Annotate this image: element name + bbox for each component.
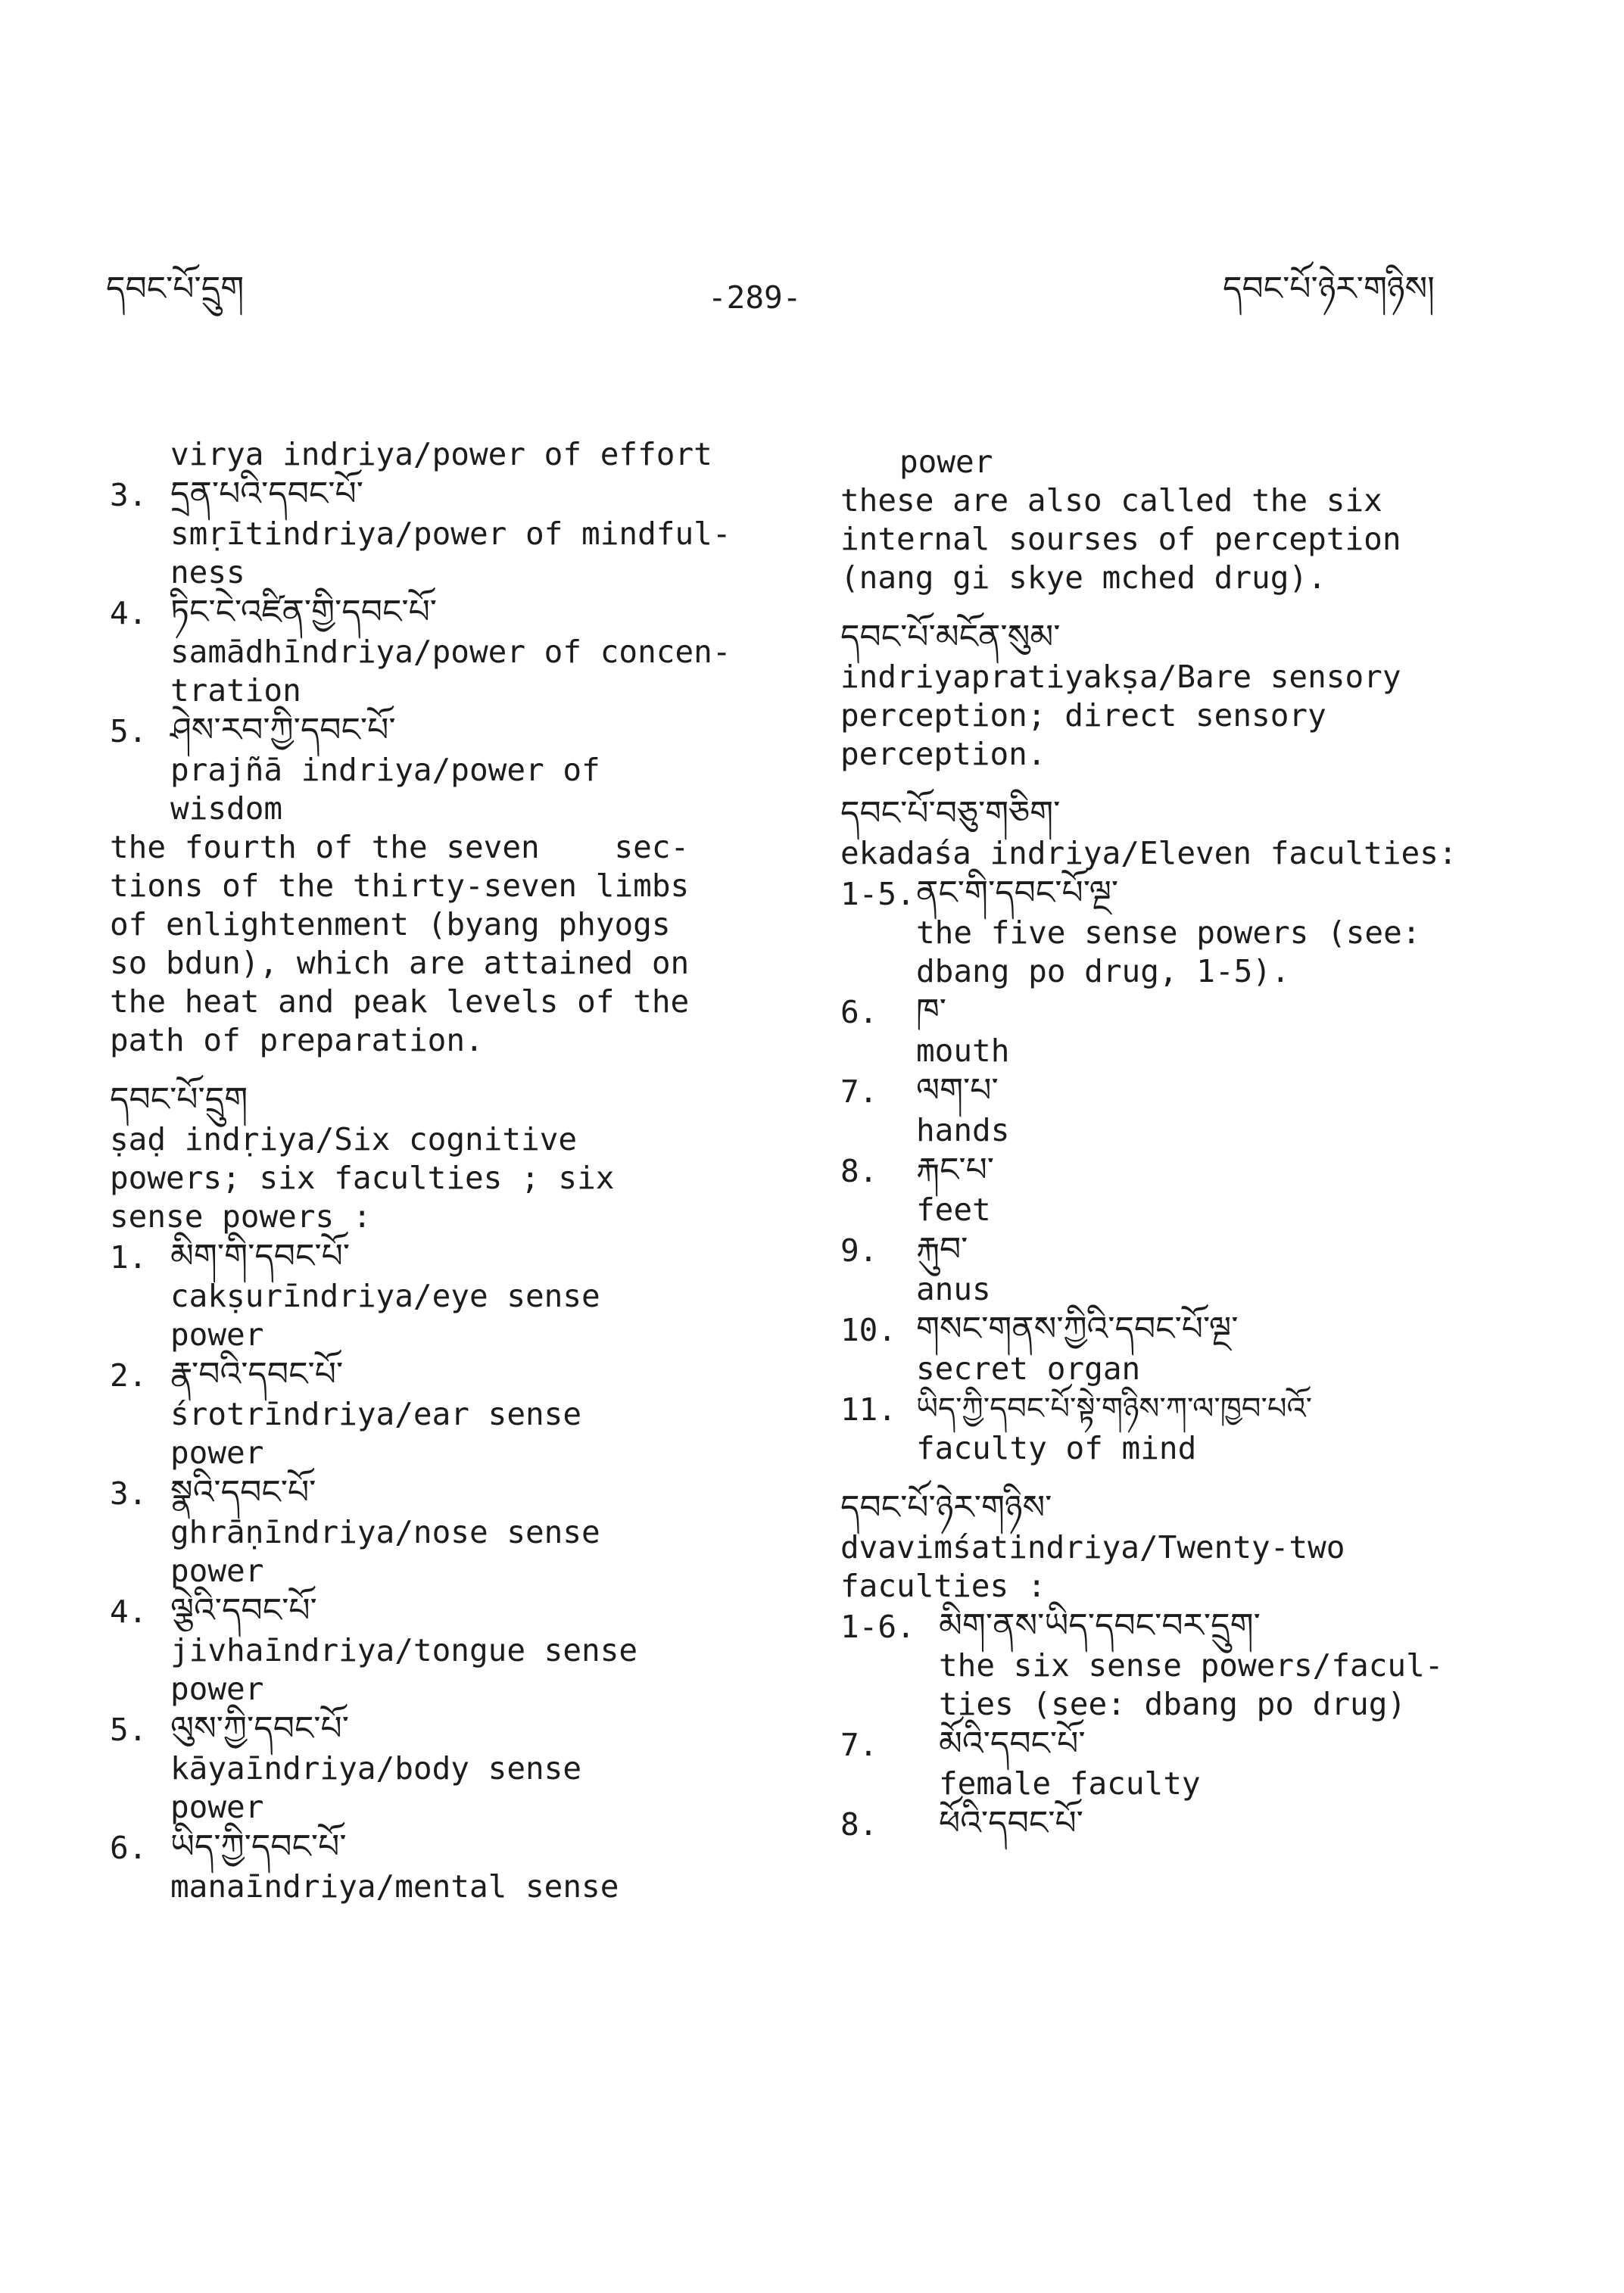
paragraph-line: the heat and peak levels of the (110, 983, 690, 1020)
list-item-heading (110, 1236, 776, 1277)
page-number: -289- (708, 279, 802, 316)
tibetan-term: རྣ་བའི་དབང་པོ་ (170, 1355, 344, 1394)
item-line: ghrāṇīndriya/nose sense (170, 1514, 600, 1550)
item-line: ties (see: dbang po drug) (939, 1686, 1407, 1722)
tibetan-term: རྐང་པ་ (916, 1151, 995, 1189)
entry-number: 3. (110, 477, 148, 513)
item-number: 4. (110, 1594, 148, 1630)
item-line: hands (916, 1112, 1010, 1148)
tibetan-term: རྐུབ་ (916, 1230, 968, 1269)
headword-tibetan: དབང་པོ་ཉེར་གཉིས་ (840, 1488, 1052, 1527)
item-line: anus (916, 1271, 991, 1307)
entry-line: smṛītindriya/power of mindful- (170, 516, 731, 552)
item-number: 8. (840, 1153, 878, 1189)
item-number: 6. (110, 1830, 148, 1866)
item-line: female faculty (939, 1765, 1201, 1802)
item-number: 6. (840, 994, 878, 1030)
list-item-heading (840, 1150, 1567, 1191)
tibetan-term: ཡིད་ཀྱི་དབང་པོ་ (170, 1827, 347, 1866)
definition-line: dvavimśatindriya/Twenty-two (840, 1529, 1345, 1566)
tibetan-term: ལྕེའི་དབང་པོ་ (170, 1591, 317, 1630)
item-number: 1-5. (840, 876, 915, 912)
item-number: 8. (840, 1806, 878, 1843)
item-line: śrotrīndriya/ear sense (170, 1396, 582, 1432)
list-item-heading (110, 1590, 776, 1631)
list-item-heading (110, 1827, 776, 1868)
tibetan-term: ཡིད་ཀྱི་དབང་པོ་སྟེ་གཉིས་ཀ་ལ་ཁྱབ་པའོ་ (916, 1391, 1313, 1426)
list-item-heading (840, 1309, 1567, 1350)
item-line: secret organ (916, 1351, 1141, 1387)
list-item-heading (840, 1229, 1567, 1270)
entry-number: 5. (110, 713, 148, 749)
item-number: 1. (110, 1239, 148, 1276)
tibetan-term: ཁ་ (916, 992, 947, 1030)
entry-heading (110, 710, 776, 751)
item-line: mouth (916, 1033, 1010, 1069)
list-item-heading (110, 1472, 776, 1513)
tibetan-term: ནང་གི་དབང་པོ་ལྔ་ (916, 874, 1119, 912)
item-line: cakṣurīndriya/eye sense (170, 1278, 600, 1314)
definition-line: indriyapratiyakṣa/Bare sensory (840, 659, 1401, 695)
tibetan-term: མིག་ནས་ཡིད་དབང་བར་དྲུག་ (939, 1606, 1261, 1645)
entry-line: virya indriya/power of effort (170, 436, 712, 472)
definition-line: ekadaśa indriya/Eleven faculties: (840, 835, 1457, 871)
item-line: power (170, 1316, 264, 1353)
item-number: 9. (840, 1232, 878, 1269)
item-line: faculty of mind (916, 1430, 1197, 1466)
definition-line: sense powers : (110, 1198, 372, 1235)
list-item-heading (840, 1606, 1567, 1647)
item-number: 3. (110, 1475, 148, 1512)
item-line: power (170, 1789, 264, 1825)
item-number: 5. (110, 1712, 148, 1748)
list-item-heading (110, 1709, 776, 1749)
paragraph-line: of enlightenment (byang phyogs (110, 906, 671, 942)
item-number: 1-6. (840, 1609, 915, 1645)
paragraph-line: tions of the thirty-seven limbs (110, 868, 690, 904)
tibetan-term: གསང་གནས་ཀྱིའི་དབང་པོ་ལྔ་ (916, 1310, 1239, 1348)
item-line: power (170, 1553, 264, 1589)
item-line: feet (916, 1192, 991, 1228)
item-line: power (170, 1671, 264, 1707)
item-number: 7. (840, 1073, 878, 1110)
list-item-heading (840, 1724, 1567, 1765)
tibetan-term: ཏིང་ངེ་འཛིན་གྱི་དབང་པོ་ (170, 593, 438, 631)
tibetan-term: ལག་པ་ (916, 1071, 999, 1110)
tibetan-term: དྲན་པའི་དབང་པོ་ (170, 475, 363, 513)
item-line: the six sense powers/facul- (939, 1647, 1444, 1684)
headword-tibetan: དབང་པོ་བཅུ་གཅིག་ (840, 794, 1061, 833)
left-column (110, 435, 776, 1906)
item-line: jivhaīndriya/tongue sense (170, 1632, 638, 1668)
definition-line: perception; direct sensory (840, 697, 1326, 734)
entry-heading (110, 474, 776, 515)
list-item-heading (840, 1803, 1567, 1844)
definition-line: perception. (840, 736, 1046, 772)
paragraph-line: these are also called the six (840, 482, 1382, 519)
tibetan-term: མིག་གི་དབང་པོ་ (170, 1237, 351, 1276)
headword-tibetan: དབང་པོ་མངོན་སུམ་ (840, 618, 1061, 656)
entry-line: ness (170, 554, 245, 590)
paragraph-line: path of preparation. (110, 1022, 484, 1058)
header-right-tibetan: དབང་པོ་ཉེར་གཉིས། (1223, 269, 1435, 308)
tibetan-term: ཕོའི་དབང་པོ་ (939, 1804, 1083, 1843)
item-number: 7. (840, 1727, 878, 1763)
list-item-heading (840, 1388, 1567, 1429)
entry-heading (110, 592, 776, 633)
list-item-heading (840, 1070, 1567, 1111)
continuation-line: power (899, 444, 993, 480)
item-line: power (170, 1435, 264, 1471)
paragraph-line: the fourth of the seven sec- (110, 829, 690, 865)
entry-line: wisdom (170, 790, 283, 827)
entry-number: 4. (110, 595, 148, 631)
item-line: the five sense powers (see: (916, 914, 1421, 951)
paragraph-line: internal sourses of perception (840, 521, 1401, 557)
list-item-heading (840, 873, 1567, 914)
headword-tibetan: དབང་པོ་དྲུག (110, 1080, 248, 1119)
tibetan-term: སྣའི་དབང་པོ་ (170, 1473, 316, 1512)
item-number: 2. (110, 1357, 148, 1394)
entry-line: prajñā indriya/power of (170, 752, 600, 788)
list-item-heading (840, 991, 1567, 1032)
paragraph-line: (nang gi skye mched drug). (840, 559, 1326, 596)
item-line: kāyaīndriya/body sense (170, 1750, 582, 1787)
entry-line: samādhīndriya/power of concen- (170, 634, 731, 670)
entry-line: tration (170, 672, 301, 709)
item-line: dbang po drug, 1-5). (916, 953, 1290, 989)
paragraph-line: so bdun), which are attained on (110, 945, 690, 981)
item-number: 11. (840, 1391, 897, 1428)
right-column (840, 443, 1567, 1844)
tibetan-term: ཤེས་རབ་ཀྱི་དབང་པོ་ (170, 711, 396, 749)
tibetan-term: ལུས་ཀྱི་དབང་པོ་ (170, 1709, 349, 1748)
definition-line: faculties : (840, 1568, 1046, 1604)
header-left-tibetan: དབང་པོ་དྲུག (106, 269, 245, 308)
definition-line: ṣaḍ indṛiya/Six cognitive (110, 1121, 578, 1157)
item-line: manaīndriya/mental sense (170, 1868, 619, 1905)
definition-line: powers; six faculties ; six (110, 1160, 615, 1196)
list-item-heading (110, 1354, 776, 1395)
tibetan-term: མོའི་དབང་པོ་ (939, 1724, 1086, 1763)
item-number: 10. (840, 1312, 897, 1348)
